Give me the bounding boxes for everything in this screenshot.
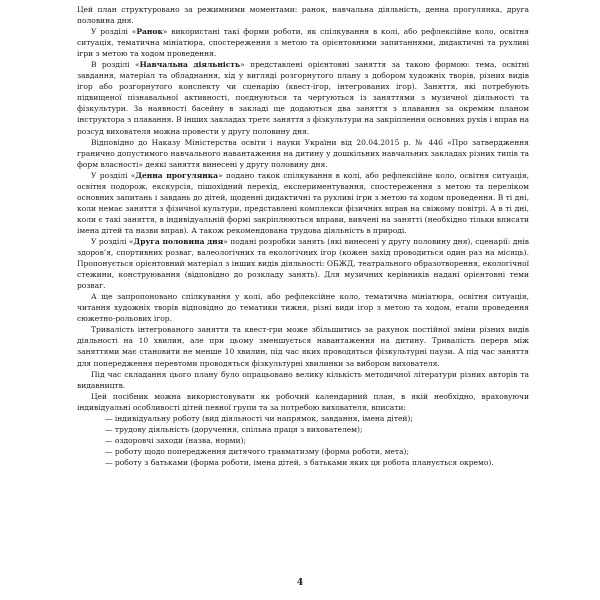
paragraph-morning — [77, 26, 529, 59]
paragraph-text: Цей посібник можна використовувати як робочий календарний план, в якій необхідно, враховуючи індивідуальні особливості дітей певної групи та за потребою вихователя, вписати: — [77, 391, 529, 412]
paragraph-text: Тривалість інтегрованого заняття та квест-гри може збільшитись за рахунок постійної зміни різних видів діяльності на 10 хвилин, але при цьому зменшується навантаження на дитину. Тривалість перерв між заняттями має становити не менше 10 хвилин, під час яких проводяться фізкультурні паузи. А під час заняття для попередження перевтоми проводяться фізкультурні хвилинки за вибором вихователя. — [77, 325, 529, 368]
list-item: — роботу щодо попередження дитячого травматизму (форма роботи, мета); — [105, 446, 409, 456]
list-item: — оздоровчі заходи (назва, норми); — [105, 435, 246, 445]
body-text — [77, 4, 529, 468]
paragraph-learning — [77, 59, 529, 136]
page-number: 4 — [296, 578, 304, 588]
paragraph-lead: В розділі « — [91, 60, 140, 70]
section-name-walk: Денна прогулянка — [135, 170, 219, 180]
paragraph-lead: У розділі « — [91, 27, 137, 37]
paragraph-literature — [77, 369, 529, 391]
paragraph-afternoon — [77, 236, 529, 291]
list-item: — трудову діяльність (доручення, спільна праця з вихователем); — [105, 424, 363, 434]
section-name-learning: Навчальна діяльність — [139, 60, 241, 70]
paragraph-order — [77, 137, 529, 170]
paragraph-text: » подані розробки занять (які винесені у другу половину дня), сценарії: днів здоров’я, спортивних розваг, валеологічних та екологічних ігор (кожен захід проводиться один раз на місяць). Пропонується орієнтовний матеріал з інших видів діяльності: ОБЖД, театрального образотворення, екологічної стежини, конструювання (відповідно до розкладу занять). Для музичних керівників надані орієнтовні теми розваг. — [77, 236, 529, 291]
paragraph-text: » представлені орієнтовні заняття за такою формою: тема, освітні завдання, матеріал та обладнання, хід у вигляді розгорнутого плану з добором художніх творів, різних видів ігор або розгорнутого конспекту чи сценарію (квест-ігор, інтегрованих ігор). Заняття, які потребують підвищеної пізнавальної активності, поєднуються та чергуються із заняттями з музичної діяльності та фізкультури. За наявності басейну в закладі ще додаються два заняття з плавання за окремим планом інструктора з плавання. В інших закладах третє заняття з фізкультури на закріплення основних рухів і вправ на розсуд вихователя можна провести у другу половину дня. — [77, 60, 529, 136]
paragraph-text: Відповідно до Наказу Міністерства освіти і науки України від 20.04.2015 р. № 446 «Про затвердження гранично допустимого навчального навантаження на дитину у дошкільних навчальних закладах різних типів та форм власності» деякі заняття винесені у другу половину дня. — [77, 137, 529, 169]
paragraph-text: Цей план структуровано за режимними моментами: ранок, навчальна діяльність, денна прогулянка, друга половина дня. — [77, 5, 529, 26]
section-name-morning: Ранок — [136, 27, 163, 37]
paragraph-text: » подано такок спілкування в колі, або рефлексійне коло, освітня ситуація, освітня подорож, екскурсія, пішохідний перехід, експериментування, спостереження з метою та переліком основних запитань і завдань до дітей, щоденні дидактичні та рухливі ігри з метою та ходом проведення. В ті дні, коли немає заняття з фізичної культури, представлені комплекси фізичних вправ на свіжому повітрі. А в ті дні, коли є такі заняття, в індивідуальній формі закріплюються вправи, вивчені на занятті (необхідно тільки вписати імена дітей та назви вправ). А також рекомендована трудова діяльність в природі. — [77, 170, 529, 235]
paragraph-usage — [77, 391, 529, 413]
paragraph-lead: У розділі « — [91, 236, 134, 246]
paragraph-walk — [77, 170, 529, 236]
paragraph-intro — [77, 4, 529, 26]
paragraph-text: А ще запропоновано спілкування у колі, або рефлексійне коло, тематична мініатюра, освітня ситуація, читання художніх творів відповідно до тематики тижня, різні види ігор з метою та ходом, етапи проведення сюжетно-рольових ігор. — [77, 292, 529, 324]
paragraph-duration — [77, 324, 529, 368]
list-item: — роботу з батьками (форма роботи, імена дітей, з батьками яких ця робота планується окремо). — [105, 457, 494, 467]
paragraph-text: » використані такі форми роботи, як спілкування в колі, або рефлексійне коло, освітня ситуація, тематична мініатюра, спостереження з метою та орієнтовними запитаннями, дидактичні та рухливі ігри з метою та ходом проведення. — [77, 27, 529, 59]
list-item: — індивідуальну роботу (вид діяльності чи напрямок, завдання, імена дітей); — [105, 413, 413, 423]
paragraph-text: Під час складання цього плану було опрацьовано велику кількість методичної літератури різних авторів та видавництв. — [77, 369, 529, 390]
paragraph-additional — [77, 291, 529, 324]
section-name-afternoon: Друга половина дня — [133, 236, 224, 246]
paragraph-lead: У розділі « — [91, 170, 136, 180]
